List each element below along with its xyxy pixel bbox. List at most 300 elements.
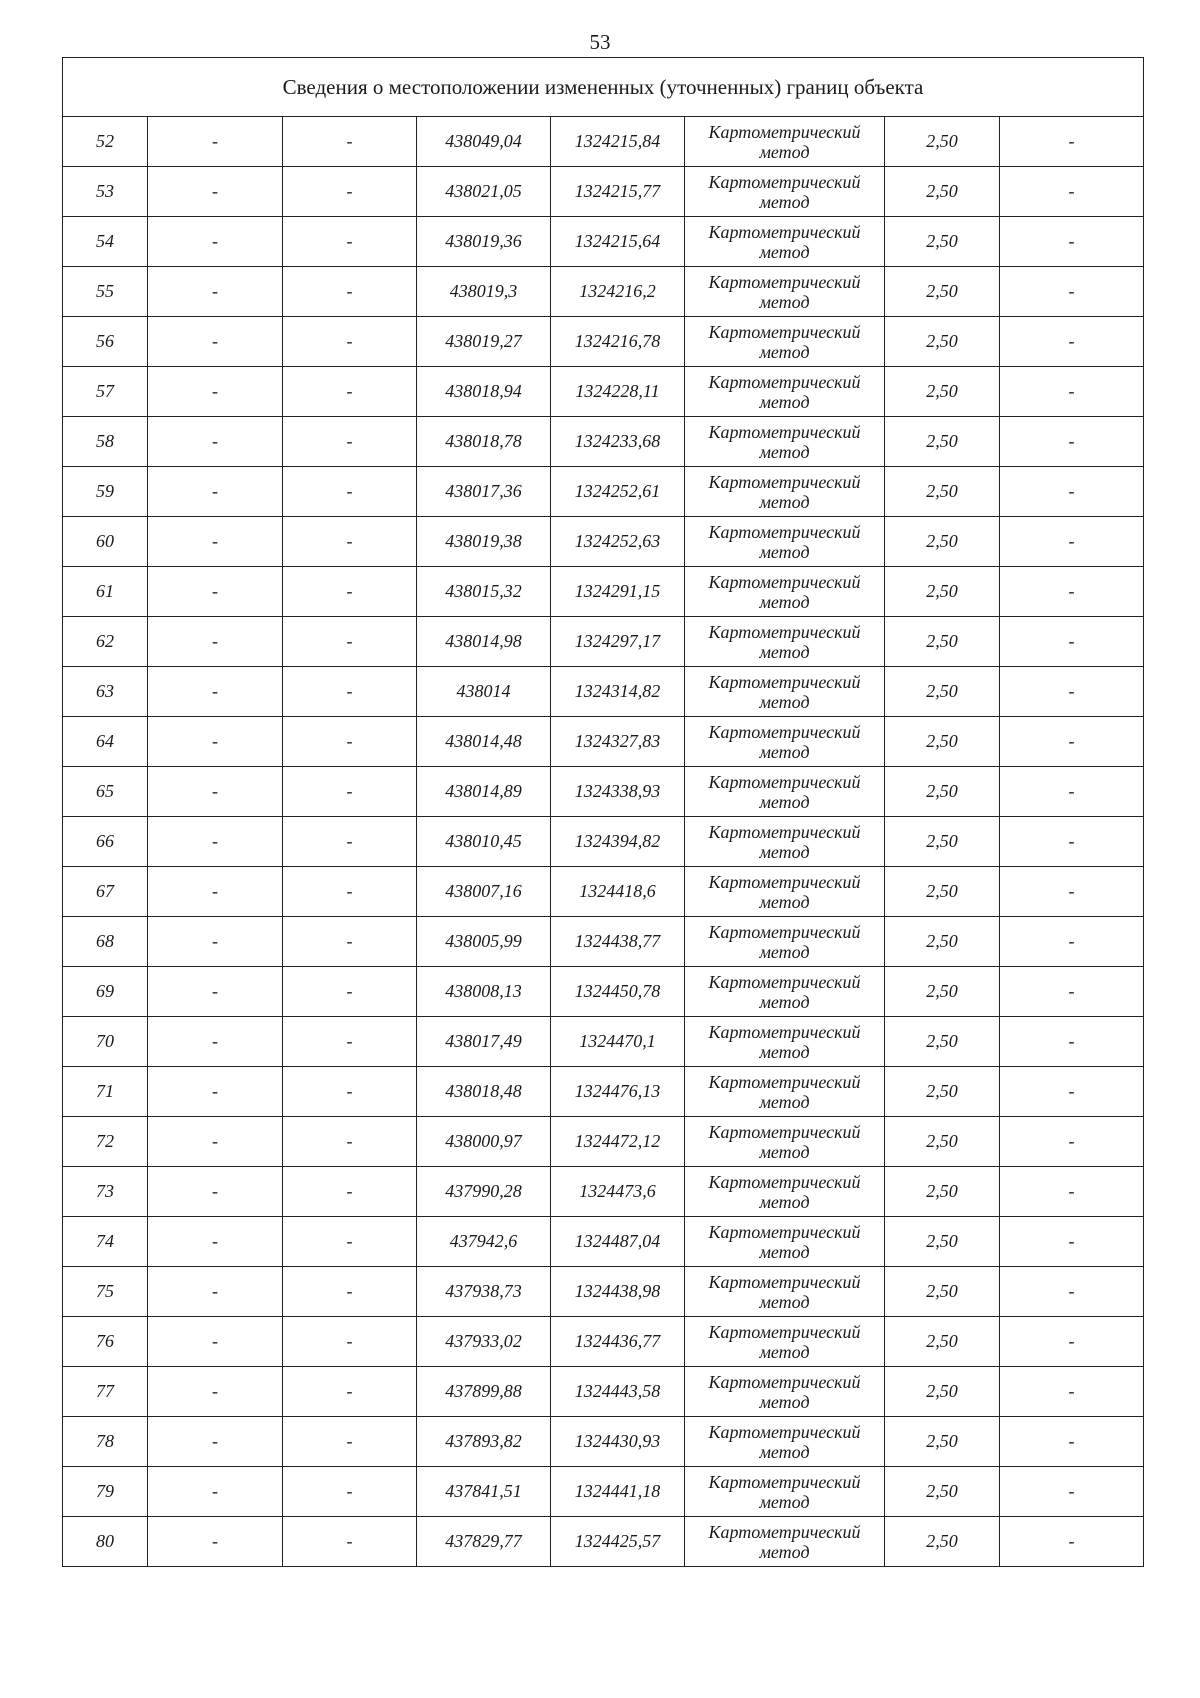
method-line-1: Картометрический <box>708 821 861 842</box>
point-number-cell: 79 <box>63 1467 148 1517</box>
table-row <box>63 967 1144 1017</box>
description-cell: - <box>1000 917 1144 967</box>
method-line-2: метод <box>759 141 810 162</box>
old-x-cell: - <box>148 217 283 267</box>
method-line-2: метод <box>759 591 810 612</box>
new-x-cell: 437942,6 <box>417 1217 551 1267</box>
point-number-cell: 56 <box>63 317 148 367</box>
table-title-row <box>63 58 1144 117</box>
new-x-cell: 437893,82 <box>417 1417 551 1467</box>
method-line-1: Картометрический <box>708 1121 861 1142</box>
new-x-cell: 438021,05 <box>417 167 551 217</box>
point-number-cell: 66 <box>63 817 148 867</box>
method-cell <box>685 617 885 667</box>
accuracy-cell: 2,50 <box>885 117 1000 167</box>
old-y-cell: - <box>283 667 417 717</box>
method-line-2: метод <box>759 841 810 862</box>
new-x-cell: 438008,13 <box>417 967 551 1017</box>
point-number-cell: 70 <box>63 1017 148 1067</box>
new-x-cell: 438049,04 <box>417 117 551 167</box>
old-x-cell: - <box>148 1517 283 1567</box>
table-title: Сведения о местоположении измененных (уточненных) границ объекта <box>63 58 1144 117</box>
old-x-cell: - <box>148 1267 283 1317</box>
point-number-cell: 78 <box>63 1417 148 1467</box>
old-x-cell: - <box>148 667 283 717</box>
description-cell: - <box>1000 1217 1144 1267</box>
method-line-2: метод <box>759 191 810 212</box>
method-line-2: метод <box>759 1491 810 1512</box>
point-number-cell: 67 <box>63 867 148 917</box>
accuracy-cell: 2,50 <box>885 567 1000 617</box>
table-row <box>63 317 1144 367</box>
table-row <box>63 1067 1144 1117</box>
old-y-cell: - <box>283 1417 417 1467</box>
old-y-cell: - <box>283 767 417 817</box>
table-row <box>63 1117 1144 1167</box>
table-row <box>63 1167 1144 1217</box>
accuracy-cell: 2,50 <box>885 617 1000 667</box>
old-x-cell: - <box>148 517 283 567</box>
table-row <box>63 167 1144 217</box>
description-cell: - <box>1000 267 1144 317</box>
method-cell <box>685 1267 885 1317</box>
accuracy-cell: 2,50 <box>885 717 1000 767</box>
old-y-cell: - <box>283 517 417 567</box>
method-cell <box>685 1517 885 1567</box>
point-number-cell: 69 <box>63 967 148 1017</box>
method-line-1: Картометрический <box>708 271 861 292</box>
new-y-cell: 1324425,57 <box>551 1517 685 1567</box>
method-line-2: метод <box>759 1241 810 1262</box>
method-cell <box>685 1417 885 1467</box>
method-line-1: Картометрический <box>708 171 861 192</box>
new-x-cell: 438019,27 <box>417 317 551 367</box>
description-cell: - <box>1000 767 1144 817</box>
point-number-cell: 61 <box>63 567 148 617</box>
table-row <box>63 417 1144 467</box>
accuracy-cell: 2,50 <box>885 767 1000 817</box>
old-y-cell: - <box>283 967 417 1017</box>
accuracy-cell: 2,50 <box>885 267 1000 317</box>
table-row <box>63 1417 1144 1467</box>
old-y-cell: - <box>283 1167 417 1217</box>
new-x-cell: 438017,36 <box>417 467 551 517</box>
new-x-cell: 438017,49 <box>417 1017 551 1067</box>
old-x-cell: - <box>148 1117 283 1167</box>
accuracy-cell: 2,50 <box>885 417 1000 467</box>
old-x-cell: - <box>148 1467 283 1517</box>
old-x-cell: - <box>148 1317 283 1367</box>
point-number-cell: 77 <box>63 1367 148 1417</box>
new-y-cell: 1324215,84 <box>551 117 685 167</box>
new-x-cell: 438000,97 <box>417 1117 551 1167</box>
new-x-cell: 438014 <box>417 667 551 717</box>
description-cell: - <box>1000 467 1144 517</box>
method-line-1: Картометрический <box>708 721 861 742</box>
new-y-cell: 1324476,13 <box>551 1067 685 1117</box>
table-row <box>63 767 1144 817</box>
method-line-1: Картометрический <box>708 1321 861 1342</box>
new-y-cell: 1324233,68 <box>551 417 685 467</box>
old-x-cell: - <box>148 817 283 867</box>
new-x-cell: 438007,16 <box>417 867 551 917</box>
method-cell <box>685 317 885 367</box>
accuracy-cell: 2,50 <box>885 967 1000 1017</box>
method-line-2: метод <box>759 1441 810 1462</box>
new-y-cell: 1324215,64 <box>551 217 685 267</box>
description-cell: - <box>1000 617 1144 667</box>
method-line-1: Картометрический <box>708 221 861 242</box>
old-y-cell: - <box>283 867 417 917</box>
method-line-2: метод <box>759 241 810 262</box>
old-y-cell: - <box>283 1117 417 1167</box>
new-y-cell: 1324436,77 <box>551 1317 685 1367</box>
method-cell <box>685 1167 885 1217</box>
new-x-cell: 438018,94 <box>417 367 551 417</box>
description-cell: - <box>1000 217 1144 267</box>
method-line-1: Картометрический <box>708 1421 861 1442</box>
accuracy-cell: 2,50 <box>885 1467 1000 1517</box>
point-number-cell: 72 <box>63 1117 148 1167</box>
description-cell: - <box>1000 867 1144 917</box>
method-cell <box>685 217 885 267</box>
method-line-1: Картометрический <box>708 371 861 392</box>
method-line-2: метод <box>759 1391 810 1412</box>
method-cell <box>685 1317 885 1367</box>
method-line-1: Картометрический <box>708 971 861 992</box>
old-y-cell: - <box>283 317 417 367</box>
new-y-cell: 1324216,2 <box>551 267 685 317</box>
new-y-cell: 1324297,17 <box>551 617 685 667</box>
method-line-1: Картометрический <box>708 1271 861 1292</box>
new-x-cell: 438014,98 <box>417 617 551 667</box>
new-x-cell: 437829,77 <box>417 1517 551 1567</box>
old-x-cell: - <box>148 567 283 617</box>
table-row <box>63 817 1144 867</box>
method-line-1: Картометрический <box>708 521 861 542</box>
table-row <box>63 217 1144 267</box>
point-number-cell: 65 <box>63 767 148 817</box>
method-line-2: метод <box>759 391 810 412</box>
old-y-cell: - <box>283 567 417 617</box>
old-y-cell: - <box>283 1017 417 1067</box>
new-y-cell: 1324418,6 <box>551 867 685 917</box>
description-cell: - <box>1000 1317 1144 1367</box>
table-row <box>63 1317 1144 1367</box>
point-number-cell: 74 <box>63 1217 148 1267</box>
point-number-cell: 80 <box>63 1517 148 1567</box>
method-line-2: метод <box>759 1541 810 1562</box>
method-line-1: Картометрический <box>708 1171 861 1192</box>
new-y-cell: 1324215,77 <box>551 167 685 217</box>
method-cell <box>685 367 885 417</box>
accuracy-cell: 2,50 <box>885 1317 1000 1367</box>
old-y-cell: - <box>283 1517 417 1567</box>
boundary-coordinates-table <box>62 57 1144 1567</box>
new-y-cell: 1324441,18 <box>551 1467 685 1517</box>
description-cell: - <box>1000 817 1144 867</box>
table-row <box>63 117 1144 167</box>
old-y-cell: - <box>283 717 417 767</box>
point-number-cell: 57 <box>63 367 148 417</box>
new-x-cell: 437990,28 <box>417 1167 551 1217</box>
old-x-cell: - <box>148 1167 283 1217</box>
method-cell <box>685 117 885 167</box>
new-y-cell: 1324314,82 <box>551 667 685 717</box>
method-cell <box>685 717 885 767</box>
method-line-2: метод <box>759 491 810 512</box>
method-line-2: метод <box>759 291 810 312</box>
new-x-cell: 437899,88 <box>417 1367 551 1417</box>
point-number-cell: 62 <box>63 617 148 667</box>
new-y-cell: 1324450,78 <box>551 967 685 1017</box>
method-cell <box>685 917 885 967</box>
accuracy-cell: 2,50 <box>885 867 1000 917</box>
old-y-cell: - <box>283 167 417 217</box>
accuracy-cell: 2,50 <box>885 1267 1000 1317</box>
old-x-cell: - <box>148 1067 283 1117</box>
table-row <box>63 667 1144 717</box>
accuracy-cell: 2,50 <box>885 1367 1000 1417</box>
method-cell <box>685 267 885 317</box>
new-y-cell: 1324470,1 <box>551 1017 685 1067</box>
description-cell: - <box>1000 117 1144 167</box>
old-x-cell: - <box>148 117 283 167</box>
method-cell <box>685 817 885 867</box>
new-x-cell: 438014,48 <box>417 717 551 767</box>
method-cell <box>685 1367 885 1417</box>
table-row <box>63 267 1144 317</box>
accuracy-cell: 2,50 <box>885 467 1000 517</box>
accuracy-cell: 2,50 <box>885 367 1000 417</box>
old-x-cell: - <box>148 867 283 917</box>
table-row <box>63 1517 1144 1567</box>
table-row <box>63 1367 1144 1417</box>
new-y-cell: 1324228,11 <box>551 367 685 417</box>
table-row <box>63 617 1144 667</box>
new-y-cell: 1324443,58 <box>551 1367 685 1417</box>
method-line-2: метод <box>759 991 810 1012</box>
point-number-cell: 60 <box>63 517 148 567</box>
method-line-2: метод <box>759 641 810 662</box>
new-x-cell: 438005,99 <box>417 917 551 967</box>
method-line-1: Картометрический <box>708 771 861 792</box>
method-line-1: Картометрический <box>708 671 861 692</box>
method-line-2: метод <box>759 1041 810 1062</box>
new-x-cell: 438015,32 <box>417 567 551 617</box>
method-line-2: метод <box>759 1091 810 1112</box>
accuracy-cell: 2,50 <box>885 217 1000 267</box>
method-line-1: Картометрический <box>708 121 861 142</box>
new-y-cell: 1324252,63 <box>551 517 685 567</box>
new-y-cell: 1324487,04 <box>551 1217 685 1267</box>
new-x-cell: 438018,78 <box>417 417 551 467</box>
point-number-cell: 63 <box>63 667 148 717</box>
old-y-cell: - <box>283 117 417 167</box>
old-y-cell: - <box>283 267 417 317</box>
old-y-cell: - <box>283 1367 417 1417</box>
new-x-cell: 438014,89 <box>417 767 551 817</box>
accuracy-cell: 2,50 <box>885 1167 1000 1217</box>
description-cell: - <box>1000 1267 1144 1317</box>
method-line-2: метод <box>759 1191 810 1212</box>
accuracy-cell: 2,50 <box>885 167 1000 217</box>
method-line-1: Картометрический <box>708 1371 861 1392</box>
description-cell: - <box>1000 367 1144 417</box>
method-line-1: Картометрический <box>708 921 861 942</box>
old-x-cell: - <box>148 717 283 767</box>
old-x-cell: - <box>148 267 283 317</box>
accuracy-cell: 2,50 <box>885 317 1000 367</box>
description-cell: - <box>1000 667 1144 717</box>
method-line-1: Картометрический <box>708 1521 861 1542</box>
table-body <box>63 58 1144 1567</box>
accuracy-cell: 2,50 <box>885 1217 1000 1267</box>
method-cell <box>685 167 885 217</box>
method-line-1: Картометрический <box>708 1221 861 1242</box>
old-y-cell: - <box>283 367 417 417</box>
new-x-cell: 437933,02 <box>417 1317 551 1367</box>
description-cell: - <box>1000 1067 1144 1117</box>
point-number-cell: 58 <box>63 417 148 467</box>
new-y-cell: 1324472,12 <box>551 1117 685 1167</box>
table-row <box>63 1017 1144 1067</box>
point-number-cell: 64 <box>63 717 148 767</box>
description-cell: - <box>1000 1117 1144 1167</box>
page-number: 53 <box>589 30 611 54</box>
point-number-cell: 59 <box>63 467 148 517</box>
old-x-cell: - <box>148 917 283 967</box>
new-x-cell: 438019,36 <box>417 217 551 267</box>
method-cell <box>685 867 885 917</box>
old-y-cell: - <box>283 617 417 667</box>
table-row <box>63 867 1144 917</box>
old-x-cell: - <box>148 417 283 467</box>
accuracy-cell: 2,50 <box>885 1517 1000 1567</box>
method-cell <box>685 667 885 717</box>
method-line-2: метод <box>759 341 810 362</box>
method-line-2: метод <box>759 1141 810 1162</box>
new-y-cell: 1324394,82 <box>551 817 685 867</box>
new-y-cell: 1324252,61 <box>551 467 685 517</box>
method-cell <box>685 1017 885 1067</box>
method-cell <box>685 967 885 1017</box>
description-cell: - <box>1000 1517 1144 1567</box>
new-x-cell: 438018,48 <box>417 1067 551 1117</box>
method-line-2: метод <box>759 441 810 462</box>
table-row <box>63 467 1144 517</box>
accuracy-cell: 2,50 <box>885 1067 1000 1117</box>
table-row <box>63 1267 1144 1317</box>
point-number-cell: 75 <box>63 1267 148 1317</box>
new-x-cell: 437938,73 <box>417 1267 551 1317</box>
method-cell <box>685 467 885 517</box>
description-cell: - <box>1000 717 1144 767</box>
method-cell <box>685 417 885 467</box>
method-line-2: метод <box>759 941 810 962</box>
table-row <box>63 917 1144 967</box>
description-cell: - <box>1000 1367 1144 1417</box>
method-line-1: Картометрический <box>708 421 861 442</box>
description-cell: - <box>1000 317 1144 367</box>
method-line-1: Картометрический <box>708 1021 861 1042</box>
point-number-cell: 55 <box>63 267 148 317</box>
accuracy-cell: 2,50 <box>885 1417 1000 1467</box>
old-y-cell: - <box>283 817 417 867</box>
method-line-2: метод <box>759 691 810 712</box>
new-y-cell: 1324216,78 <box>551 317 685 367</box>
method-line-2: метод <box>759 741 810 762</box>
point-number-cell: 68 <box>63 917 148 967</box>
description-cell: - <box>1000 517 1144 567</box>
table-row <box>63 1467 1144 1517</box>
old-y-cell: - <box>283 467 417 517</box>
accuracy-cell: 2,50 <box>885 817 1000 867</box>
old-x-cell: - <box>148 617 283 667</box>
method-line-1: Картометрический <box>708 321 861 342</box>
description-cell: - <box>1000 1017 1144 1067</box>
table-row <box>63 1217 1144 1267</box>
method-cell <box>685 1467 885 1517</box>
old-x-cell: - <box>148 1367 283 1417</box>
description-cell: - <box>1000 1167 1144 1217</box>
accuracy-cell: 2,50 <box>885 1117 1000 1167</box>
accuracy-cell: 2,50 <box>885 517 1000 567</box>
new-y-cell: 1324327,83 <box>551 717 685 767</box>
new-y-cell: 1324291,15 <box>551 567 685 617</box>
new-y-cell: 1324430,93 <box>551 1417 685 1467</box>
method-line-1: Картометрический <box>708 1071 861 1092</box>
new-x-cell: 437841,51 <box>417 1467 551 1517</box>
point-number-cell: 52 <box>63 117 148 167</box>
old-y-cell: - <box>283 1067 417 1117</box>
method-line-2: метод <box>759 1341 810 1362</box>
method-line-2: метод <box>759 791 810 812</box>
old-x-cell: - <box>148 767 283 817</box>
table-row <box>63 517 1144 567</box>
method-line-1: Картометрический <box>708 621 861 642</box>
point-number-cell: 73 <box>63 1167 148 1217</box>
old-x-cell: - <box>148 1417 283 1467</box>
method-cell <box>685 1067 885 1117</box>
new-x-cell: 438019,3 <box>417 267 551 317</box>
method-line-1: Картометрический <box>708 471 861 492</box>
old-x-cell: - <box>148 367 283 417</box>
method-line-1: Картометрический <box>708 571 861 592</box>
method-cell <box>685 767 885 817</box>
old-x-cell: - <box>148 1217 283 1267</box>
description-cell: - <box>1000 1417 1144 1467</box>
method-cell <box>685 567 885 617</box>
table-row <box>63 717 1144 767</box>
method-line-1: Картометрический <box>708 871 861 892</box>
method-cell <box>685 1217 885 1267</box>
old-x-cell: - <box>148 1017 283 1067</box>
point-number-cell: 54 <box>63 217 148 267</box>
new-y-cell: 1324438,77 <box>551 917 685 967</box>
method-line-1: Картометрический <box>708 1471 861 1492</box>
point-number-cell: 71 <box>63 1067 148 1117</box>
accuracy-cell: 2,50 <box>885 667 1000 717</box>
old-y-cell: - <box>283 1217 417 1267</box>
description-cell: - <box>1000 567 1144 617</box>
old-y-cell: - <box>283 217 417 267</box>
description-cell: - <box>1000 417 1144 467</box>
method-line-2: метод <box>759 541 810 562</box>
method-line-2: метод <box>759 891 810 912</box>
old-y-cell: - <box>283 917 417 967</box>
old-x-cell: - <box>148 317 283 367</box>
